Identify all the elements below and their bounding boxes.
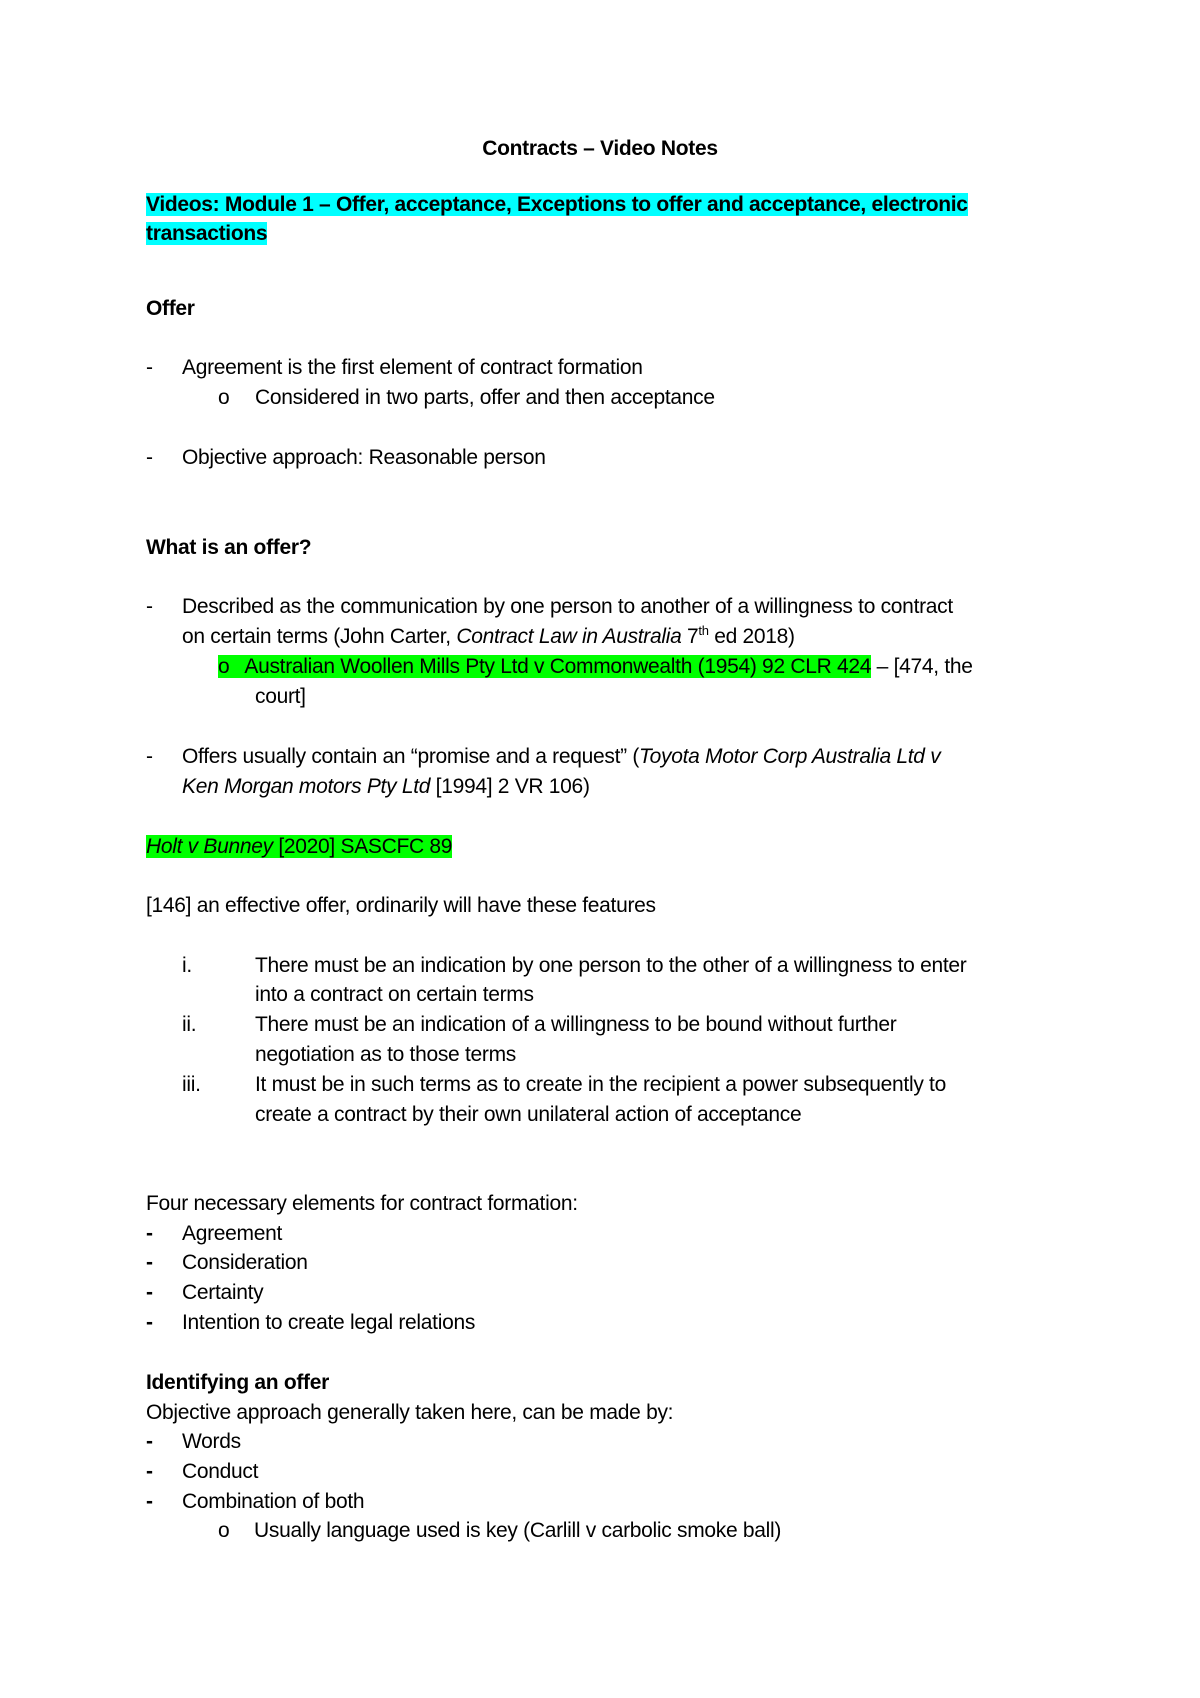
list-bullet-circle: o — [218, 1519, 230, 1542]
list-bullet-dash: - — [146, 1490, 153, 1513]
list-item: Combination of both — [182, 1490, 365, 1513]
list-bullet-dash: - — [146, 356, 153, 379]
list-item: Consideration — [182, 1251, 308, 1274]
list-item: Intention to create legal relations — [182, 1311, 476, 1334]
four-elements-heading: Four necessary elements for contract formation: — [146, 1192, 578, 1215]
list-bullet-dash: - — [146, 1222, 153, 1245]
videos-line-1: Videos: Module 1 – Offer, acceptance, Exceptions to offer and acceptance, electronic — [146, 193, 968, 216]
identifying-offer-heading: Identifying an offer — [146, 1371, 330, 1394]
list-item: Considered in two parts, offer and then acceptance — [255, 386, 715, 409]
list-item: Objective approach: Reasonable person — [182, 446, 546, 469]
offers-line-1: Offers usually contain an “promise and a request” (Toyota Motor Corp Australia Ltd v — [182, 745, 941, 768]
holt-case-heading: Holt v Bunney [2020] SASCFC 89 — [146, 835, 453, 858]
feature-line: There must be an indication by one person to the other of a willingness to enter — [255, 954, 967, 977]
list-bullet-circle: o — [218, 386, 230, 409]
feature-number: i. — [182, 954, 192, 977]
list-bullet-dash: - — [146, 595, 153, 618]
page-title: Contracts – Video Notes — [482, 137, 718, 160]
feature-line: It must be in such terms as to create in the recipient a power subsequently to — [255, 1073, 946, 1096]
case-citation-line: o Australian Woollen Mills Pty Ltd v Commonwealth (1954) 92 CLR 424 – [474, the — [218, 655, 973, 678]
videos-line-2: transactions — [146, 222, 268, 245]
feature-line: into a contract on certain terms — [255, 983, 534, 1006]
feature-line: create a contract by their own unilateral action of acceptance — [255, 1103, 802, 1126]
list-bullet-dash: - — [146, 1311, 153, 1334]
list-bullet-dash: - — [146, 1281, 153, 1304]
list-item: Certainty — [182, 1281, 264, 1304]
feature-number: ii. — [182, 1013, 197, 1036]
list-item: Usually language used is key (Carlill v carbolic smoke ball) — [254, 1519, 782, 1542]
list-bullet-circle: o — [218, 655, 230, 678]
list-item: Agreement — [182, 1222, 283, 1245]
feature-number: iii. — [182, 1073, 201, 1096]
identifying-offer-text: Objective approach generally taken here, can be made by: — [146, 1401, 674, 1424]
list-bullet-dash: - — [146, 1430, 153, 1453]
what-is-offer-heading: What is an offer? — [146, 536, 312, 559]
list-bullet-dash: - — [146, 1251, 153, 1274]
paragraph-146: [146] an effective offer, ordinarily will have these features — [146, 894, 656, 917]
list-bullet-dash: - — [146, 446, 153, 469]
offers-line-2: Ken Morgan motors Pty Ltd [1994] 2 VR 106) — [182, 775, 590, 798]
list-bullet-dash: - — [146, 745, 153, 768]
list-item: Words — [182, 1430, 241, 1453]
list-item: Conduct — [182, 1460, 259, 1483]
described-line-1: Described as the communication by one person to another of a willingness to contract — [182, 595, 953, 618]
list-item: Agreement is the first element of contract formation — [182, 356, 643, 379]
offer-heading: Offer — [146, 297, 195, 320]
list-bullet-dash: - — [146, 1460, 153, 1483]
feature-line: There must be an indication of a willingness to be bound without further — [255, 1013, 897, 1036]
awm-case: Australian Woollen Mills Pty Ltd v Commonwealth (1954) 92 CLR 424 — [229, 655, 871, 678]
described-line-2: on certain terms (John Carter, Contract Law in Australia 7th ed 2018) — [182, 623, 795, 648]
case-citation-line-2: court] — [255, 685, 306, 708]
feature-line: negotiation as to those terms — [255, 1043, 516, 1066]
